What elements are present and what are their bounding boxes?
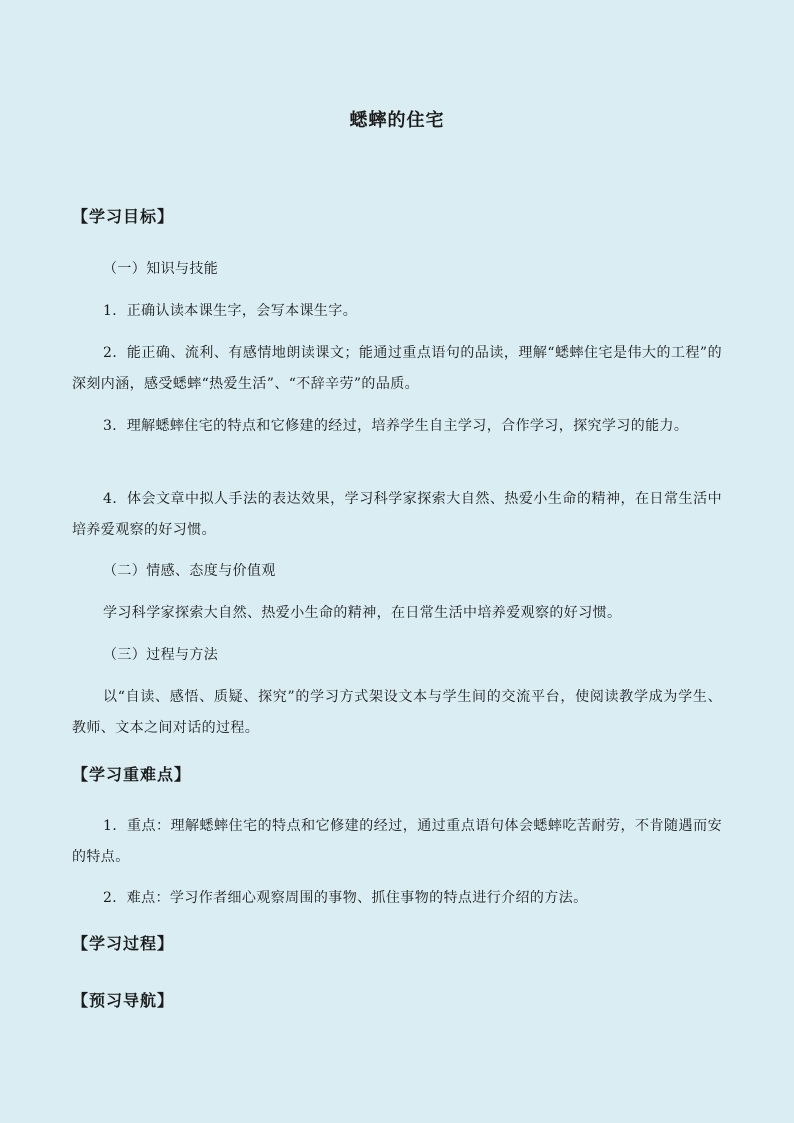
document-title: 蟋蟀的住宅	[349, 110, 445, 131]
heading-key-points: 【学习重难点】	[72, 765, 192, 784]
goal-item-3: 3．理解蟋蟀住宅的特点和它修建的经过，培养学生自主学习，合作学习，探究学习的能力。	[103, 418, 689, 434]
subheading-process-methods: （三）过程与方法	[103, 647, 219, 663]
goal-item-4: 4．体会文章中拟人手法的表达效果，学习科学家探索大自然、热爱小生命的精神，在日常生活中培养爱观察的好习惯。	[72, 491, 722, 538]
key-point-item-2: 2．难点：学习作者细心观察周围的事物、抓住事物的特点进行介绍的方法。	[103, 890, 588, 906]
emotion-values-text: 学习科学家探索大自然、热爱小生命的精神，在日常生活中培养爱观察的好习惯。	[103, 605, 622, 621]
goal-item-2: 2．能正确、流利、有感情地朗读课文；能通过重点语句的品读，理解“蟋蟀住宅是伟大的工程”的深刻内涵，感受蟋蟀“热爱生活”、“不辞辛劳”的品质。	[72, 345, 722, 392]
goal-item-1: 1．正确认读本课生字，会写本课生字。	[103, 303, 358, 319]
subheading-emotion-values: （二）情感、态度与价值观	[103, 563, 276, 579]
heading-learning-process: 【学习过程】	[72, 934, 175, 953]
key-point-item-1: 1．重点：理解蟋蟀住宅的特点和它修建的经过，通过重点语句体会蟋蟀吃苦耐劳，不肯随遇而安的特点。	[72, 818, 722, 865]
heading-preview-guide: 【预习导航】	[72, 991, 175, 1010]
heading-learning-goals: 【学习目标】	[72, 207, 175, 226]
process-methods-text: 以“自读、感悟、质疑、探究”的学习方式架设文本与学生间的交流平台，使阅读教学成为学生、教师、文本之间对话的过程。	[72, 689, 722, 736]
subheading-knowledge-skills: （一）知识与技能	[103, 261, 219, 277]
